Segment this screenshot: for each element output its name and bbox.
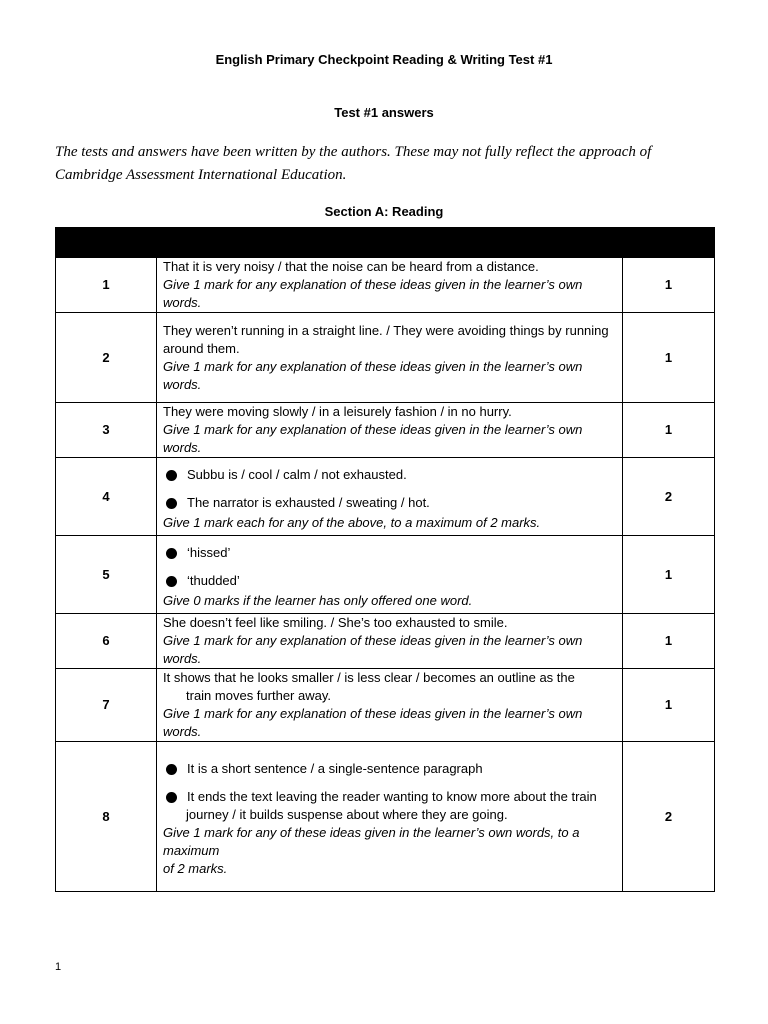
bullet-text: ‘hissed’ <box>187 544 231 560</box>
document-title: English Primary Checkpoint Reading & Writing Test #1 <box>215 52 553 67</box>
marks-cell: 1 <box>623 669 715 742</box>
bullet-dot-icon <box>166 576 177 587</box>
question-number: 6 <box>56 614 157 669</box>
answer-line: She doesn’t feel like smiling. / She’s too exhausted to smile. <box>163 615 508 630</box>
answer-cell <box>157 313 623 403</box>
bullet-text: Subbu is / cool / calm / not exhausted. <box>187 466 407 482</box>
bullet-text: It is a short sentence / a single-sentence paragraph <box>187 760 483 776</box>
marking-guidance: Give 1 mark for any explanation of these ideas given in the learner’s own words. <box>163 277 583 310</box>
answer-line: That it is very noisy / that the noise can be heard from a distance. <box>163 259 539 274</box>
marks-cell: 2 <box>623 742 715 892</box>
bullet-dot-icon <box>166 498 177 509</box>
answers-table <box>55 227 715 892</box>
marking-guidance: Give 1 mark for any explanation of these ideas given in the learner’s own words. <box>163 633 583 666</box>
answer-line: around them. <box>163 340 240 356</box>
table-header-row <box>56 228 715 258</box>
question-number: 8 <box>56 742 157 892</box>
bullet-dot-icon <box>166 792 177 803</box>
answer-line-indented: train moves further away. <box>186 688 331 703</box>
answer-cell <box>157 458 623 536</box>
bullet-dot-icon <box>166 764 177 775</box>
marks-cell: 2 <box>623 458 715 536</box>
bullet-item <box>163 572 616 590</box>
answer-cell <box>157 614 623 669</box>
table-row <box>56 536 715 614</box>
bullet-item <box>163 544 616 562</box>
table-row <box>56 258 715 313</box>
marks-cell: 1 <box>623 403 715 458</box>
table-row <box>56 403 715 458</box>
answer-line: It shows that he looks smaller / is less clear / becomes an outline as the <box>163 670 575 685</box>
bullet-dot-icon <box>166 548 177 559</box>
marks-cell: 1 <box>623 536 715 614</box>
answer-cell <box>157 258 623 313</box>
marking-guidance: Give 1 mark for any explanation of these ideas given in the learner’s own words. <box>163 706 583 739</box>
answer-line-indented: journey / it builds suspense about where they are going. <box>186 806 508 822</box>
table-row <box>56 614 715 669</box>
disclaimer-text: The tests and answers have been written by the authors. These may not fully reflect the approach of Cambridge Assessment International Education. <box>55 144 652 183</box>
answer-cell <box>157 669 623 742</box>
bullet-item <box>163 466 616 484</box>
bullet-text: The narrator is exhausted / sweating / hot. <box>187 494 430 510</box>
marking-guidance: of 2 marks. <box>163 860 228 876</box>
header-cell-question <box>56 228 157 258</box>
question-number: 5 <box>56 536 157 614</box>
answer-line: They weren’t running in a straight line. / They were avoiding things by running <box>163 322 609 338</box>
question-number: 2 <box>56 313 157 403</box>
marks-cell: 1 <box>623 614 715 669</box>
marking-guidance: Give 0 marks if the learner has only offered one word. <box>163 592 473 608</box>
table-row <box>56 313 715 403</box>
document-subtitle: Test #1 answers <box>334 105 434 120</box>
answer-line: They were moving slowly / in a leisurely fashion / in no hurry. <box>163 404 512 419</box>
bullet-text: ‘thudded’ <box>187 572 240 588</box>
question-number: 3 <box>56 403 157 458</box>
question-number: 4 <box>56 458 157 536</box>
answer-cell <box>157 536 623 614</box>
marks-cell: 1 <box>623 313 715 403</box>
page-number: 1 <box>55 961 62 973</box>
header-cell-marks <box>623 228 715 258</box>
bullet-text: It ends the text leaving the reader wanting to know more about the train <box>187 788 597 804</box>
answer-cell <box>157 403 623 458</box>
marking-guidance: Give 1 mark each for any of the above, to a maximum of 2 marks. <box>163 514 541 530</box>
bullet-dot-icon <box>166 470 177 481</box>
table-row <box>56 742 715 892</box>
question-number: 7 <box>56 669 157 742</box>
answer-cell <box>157 742 623 892</box>
table-row <box>56 669 715 742</box>
table-row <box>56 458 715 536</box>
bullet-item <box>163 788 616 806</box>
marking-guidance: Give 1 mark for any of these ideas given in the learner’s own words, to a maximum <box>163 824 580 858</box>
question-number: 1 <box>56 258 157 313</box>
marking-guidance: Give 1 mark for any explanation of these ideas given in the learner’s own words. <box>163 358 583 392</box>
marking-guidance: Give 1 mark for any explanation of these ideas given in the learner’s own words. <box>163 422 583 455</box>
section-title: Section A: Reading <box>324 204 444 219</box>
bullet-item <box>163 494 616 512</box>
marks-cell: 1 <box>623 258 715 313</box>
bullet-item <box>163 760 616 778</box>
header-cell-answer <box>157 228 623 258</box>
